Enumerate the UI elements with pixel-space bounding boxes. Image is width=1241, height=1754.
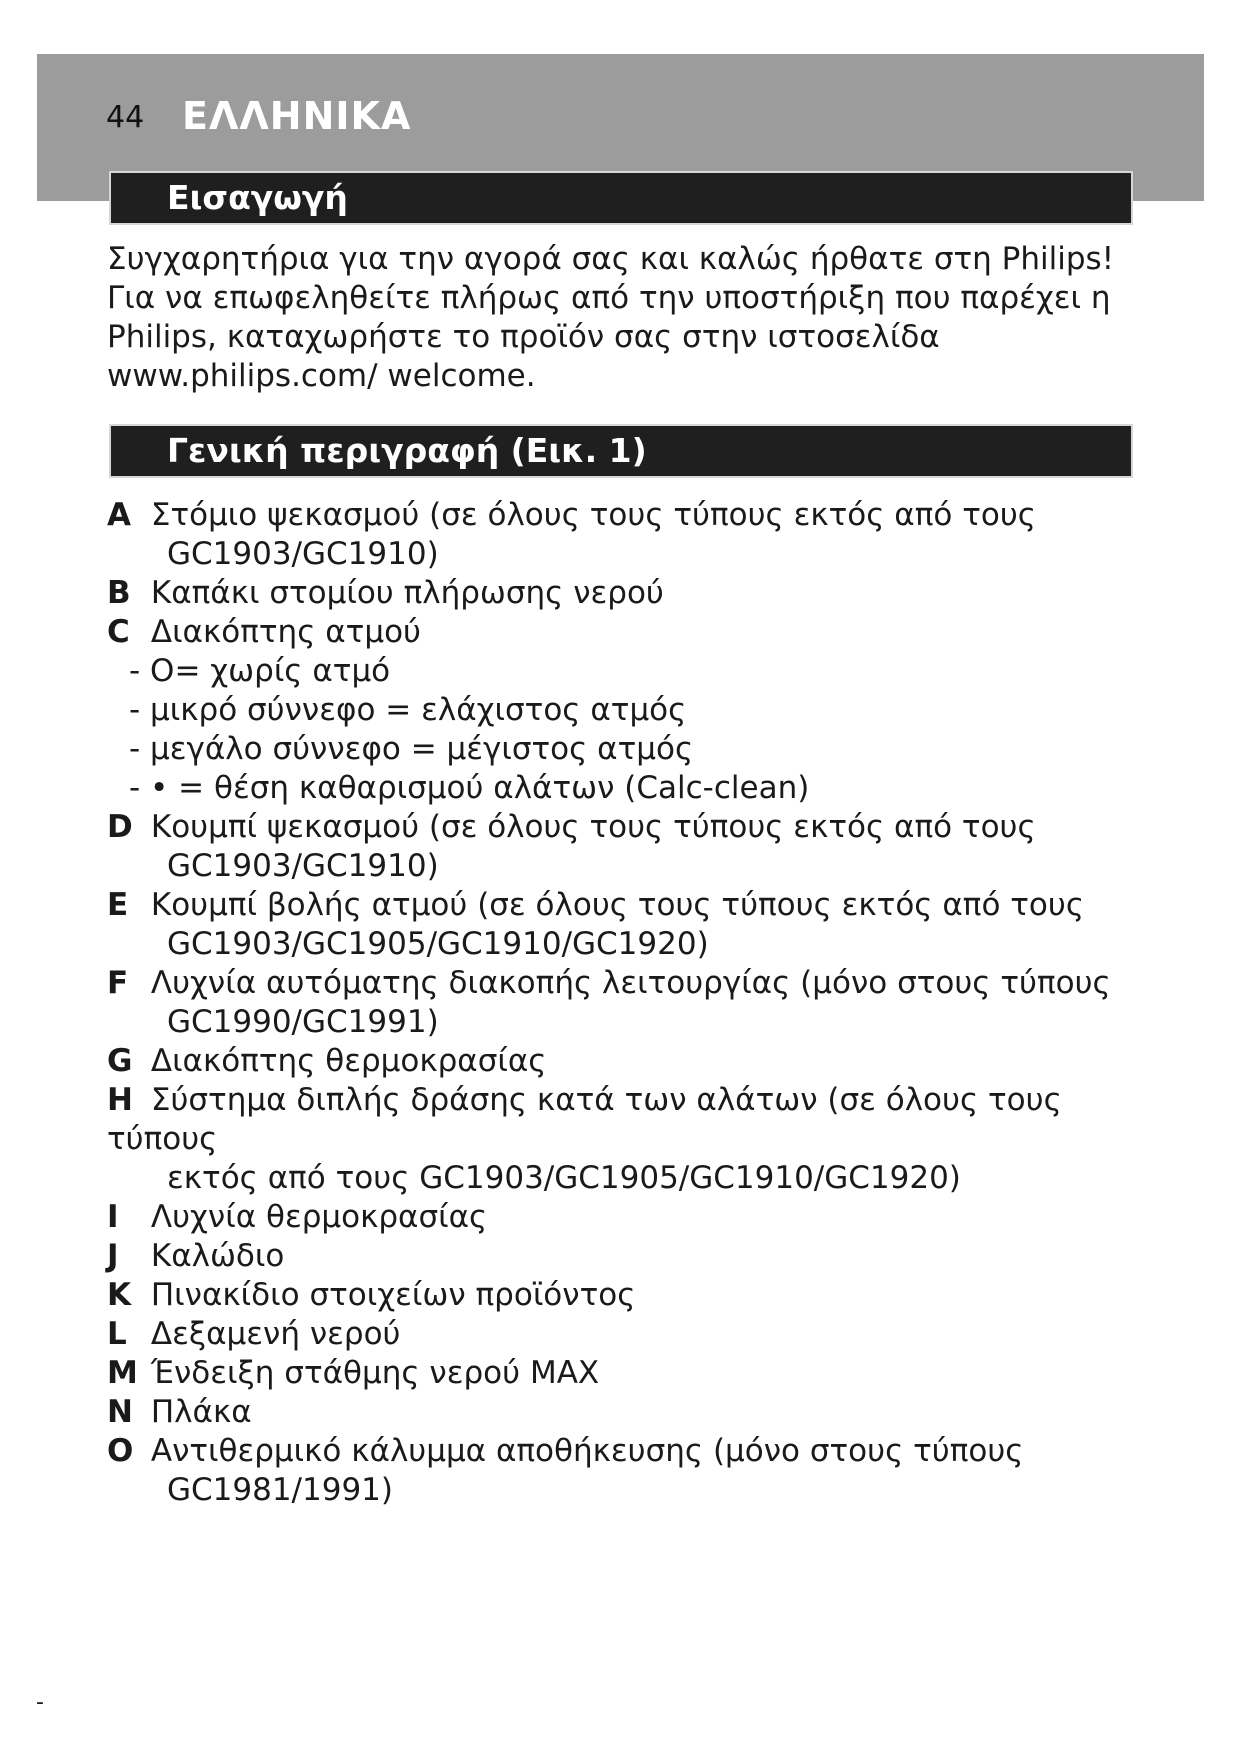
list-item-l bbox=[107, 1315, 1137, 1354]
item-continuation: GC1903/GC1905/GC1910/GC1920) bbox=[167, 926, 709, 962]
item-text: Καλώδιο bbox=[150, 1238, 285, 1274]
list-item-a bbox=[107, 496, 1137, 574]
item-text: Δεξαμενή νερού bbox=[150, 1316, 401, 1352]
section-title-general-description: Γενική περιγραφή (Εικ. 1) bbox=[111, 426, 1131, 476]
item-text: Καπάκι στομίου πλήρωσης νερού bbox=[150, 575, 664, 611]
item-letter: N bbox=[107, 1394, 133, 1430]
item-letter: E bbox=[107, 887, 129, 923]
list-item-c bbox=[107, 613, 1137, 652]
item-continuation: εκτός από τους GC1903/GC1905/GC1910/GC1920) bbox=[167, 1160, 961, 1196]
item-text: Λυχνία θερμοκρασίας bbox=[150, 1199, 488, 1235]
item-text: Πλάκα bbox=[150, 1394, 252, 1430]
list-item-f bbox=[107, 964, 1137, 1042]
steam-setting-max: - μεγάλο σύννεφο = μέγιστος ατμός bbox=[129, 731, 694, 767]
item-letter: G bbox=[107, 1043, 133, 1079]
language-title: ΕΛΛΗΝΙΚΑ bbox=[182, 94, 412, 138]
item-letter: L bbox=[107, 1316, 127, 1352]
list-item-n bbox=[107, 1393, 1137, 1432]
item-letter: F bbox=[107, 965, 129, 1001]
item-text: Αντιθερμικό κάλυμμα αποθήκευσης (μόνο στους τύπους bbox=[150, 1433, 1024, 1469]
section-title-intro: Εισαγωγή bbox=[111, 173, 1131, 223]
list-item-e bbox=[107, 886, 1137, 964]
item-text: Διακόπτης ατμού bbox=[150, 614, 421, 650]
list-item-g bbox=[107, 1042, 1137, 1081]
item-text: Σύστημα διπλής δράσης κατά των αλάτων (σε όλους τους τύπους bbox=[107, 1082, 1062, 1157]
list-item-d bbox=[107, 808, 1137, 886]
parts-list bbox=[107, 496, 1137, 1510]
item-letter: D bbox=[107, 809, 133, 845]
item-letter: C bbox=[107, 614, 130, 650]
list-item-j bbox=[107, 1237, 1137, 1276]
list-item-o bbox=[107, 1432, 1137, 1510]
item-text: Ένδειξη στάθμης νερού MAX bbox=[150, 1355, 600, 1391]
item-continuation: GC1903/GC1910) bbox=[167, 848, 439, 884]
item-letter: H bbox=[107, 1082, 133, 1118]
item-letter: J bbox=[107, 1238, 119, 1274]
item-letter: I bbox=[107, 1199, 119, 1235]
list-item-b bbox=[107, 574, 1137, 613]
list-item-k bbox=[107, 1276, 1137, 1315]
item-text: Λυχνία αυτόματης διακοπής λειτουργίας (μόνο στους τύπους bbox=[150, 965, 1111, 1001]
page-number: 44 bbox=[106, 100, 145, 135]
steam-setting-min: - μικρό σύννεφο = ελάχιστος ατμός bbox=[129, 692, 687, 728]
footer-mark: - bbox=[36, 1690, 44, 1715]
item-continuation: GC1981/1991) bbox=[167, 1472, 393, 1508]
list-item-h bbox=[107, 1081, 1137, 1198]
intro-paragraph: Συγχαρητήρια για την αγορά σας και καλώς ήρθατε στη Philips! Για να επωφεληθείτε πλήρως από την υποστήριξη που παρέχει η Philips, καταχωρήστε το προϊόν σας στην ιστοσελίδα www.philips.com/ welcome. bbox=[107, 241, 1115, 394]
item-text: Στόμιο ψεκασμού (σε όλους τους τύπους εκτός από τους bbox=[150, 497, 1036, 533]
item-continuation: GC1903/GC1910) bbox=[167, 536, 439, 572]
item-text: Πινακίδιο στοιχείων προϊόντος bbox=[150, 1277, 636, 1313]
steam-setting-calc-clean: - • = θέση καθαρισμού αλάτων (Calc-clean) bbox=[129, 770, 810, 806]
item-continuation: GC1990/GC1991) bbox=[167, 1004, 439, 1040]
item-letter: A bbox=[107, 497, 131, 533]
item-text: Κουμπί βολής ατμού (σε όλους τους τύπους εκτός από τους bbox=[150, 887, 1085, 923]
item-letter: O bbox=[107, 1433, 134, 1469]
list-item-i bbox=[107, 1198, 1137, 1237]
steam-setting-off: - O= χωρίς ατμό bbox=[129, 653, 391, 689]
item-text: Διακόπτης θερμοκρασίας bbox=[150, 1043, 547, 1079]
list-item-m bbox=[107, 1354, 1137, 1393]
item-letter: B bbox=[107, 575, 131, 611]
item-letter: K bbox=[107, 1277, 132, 1313]
item-text: Κουμπί ψεκασμού (σε όλους τους τύπους εκτός από τους bbox=[150, 809, 1036, 845]
item-letter: M bbox=[107, 1355, 138, 1391]
